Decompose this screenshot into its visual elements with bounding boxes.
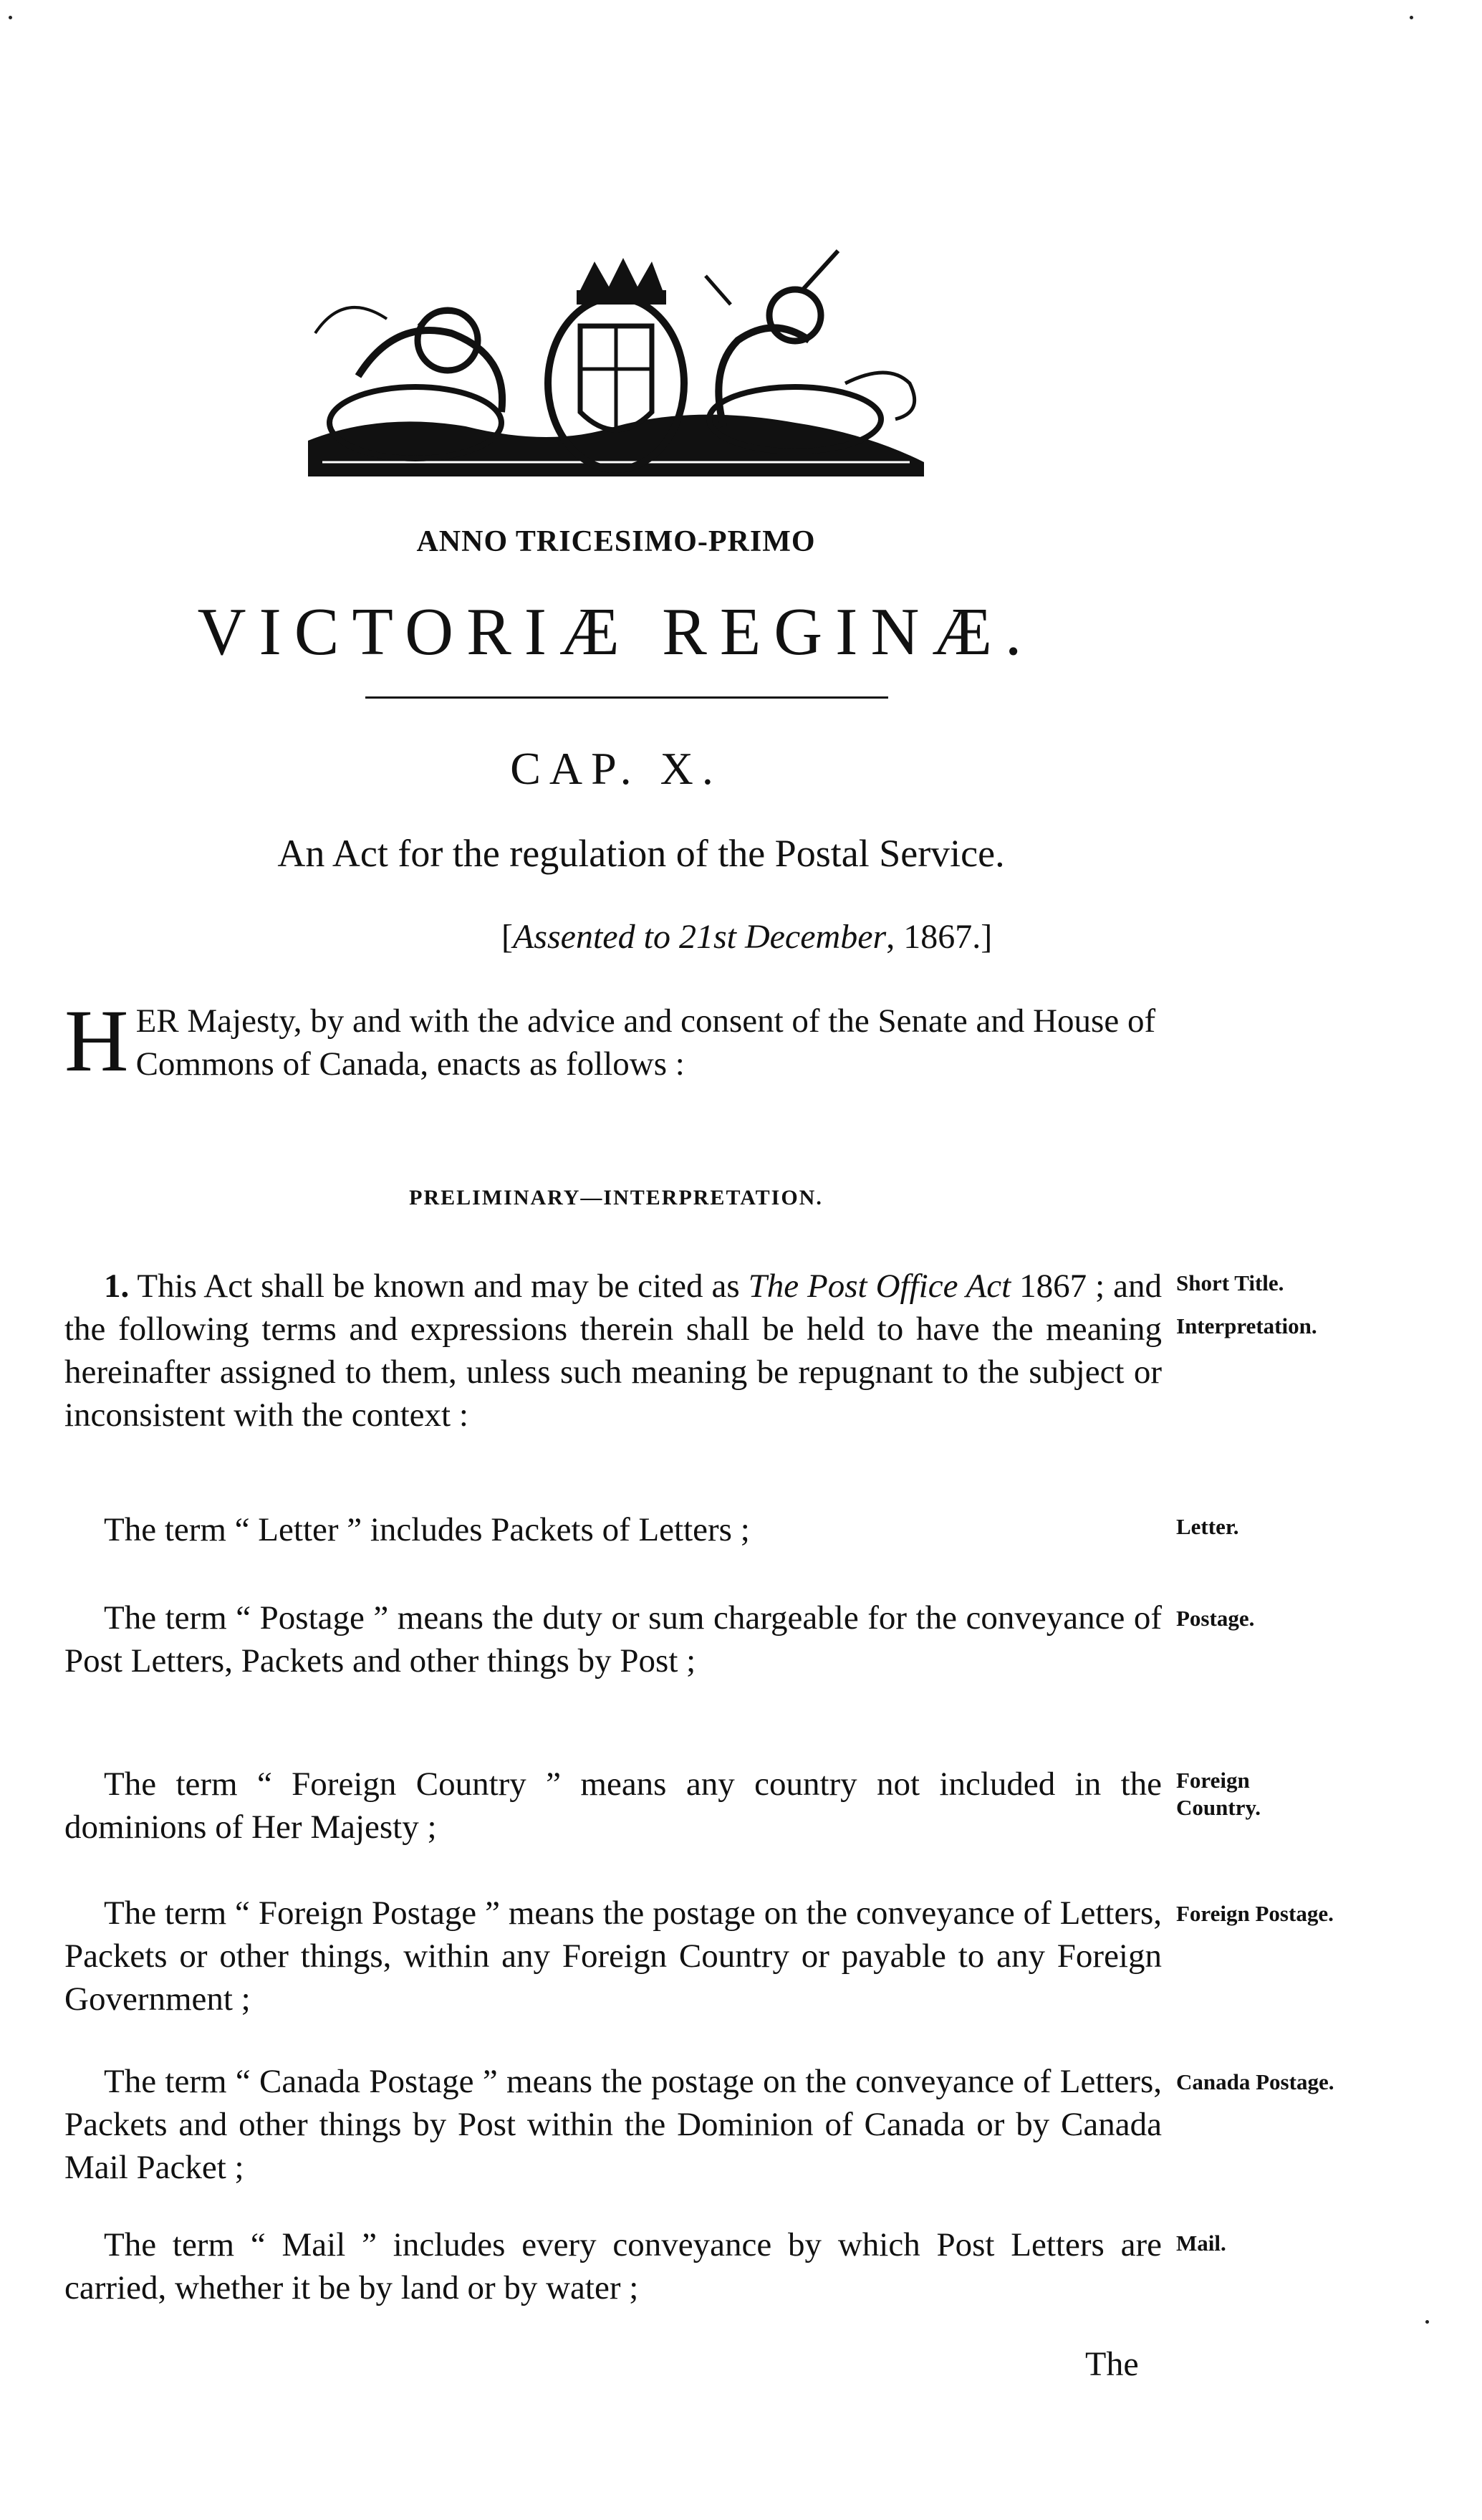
drop-cap: H [64,992,129,1090]
definition-postage [64,1596,1162,1682]
definition-text: The term “ Foreign Country ” means any country not included in the dominions of Her Majesty ; [64,1766,1162,1846]
speck [9,16,12,19]
assent-date [501,917,992,957]
speck [1425,2320,1429,2324]
assent-prefix: [ [501,918,513,956]
enacting-clause [64,992,1168,1090]
definition-canada-postage [64,2060,1162,2189]
definition-foreign-country [64,1763,1162,1849]
section-1-text-a: This Act shall be known and may be cited as [137,1268,749,1305]
title-rule [365,696,888,699]
act-short-title: The Post Office Act [748,1268,1011,1305]
assent-suffix: , 1867.] [886,918,993,956]
margin-note-foreign-country: Foreign Country. [1176,1768,1261,1820]
definition-letter [64,1508,1162,1551]
anno-line: ANNO TRICESIMO-PRIMO [416,525,816,558]
margin-note-interpretation: Interpretation. [1176,1313,1317,1338]
assent-italic: Assented to 21st December [512,918,887,956]
royal-coat-of-arms-icon [294,247,938,484]
regnal-title: VICTORIÆ REGINÆ. [197,595,1035,669]
definition-text: The term “ Foreign Postage ” means the postage on the conveyance of Letters, Packets or other things, within any Foreign Country or payable to any Foreign Government ; [64,1894,1162,2018]
definition-text: The term “ Canada Postage ” means the postage on the conveyance of Letters, Packets and other things by Post within the Dominion of Canada or by Canada Mail Packet ; [64,2063,1162,2186]
definition-foreign-postage [64,1892,1162,2021]
definition-text: The term “ Letter ” includes Packets of Letters ; [104,1511,750,1548]
margin-note-postage: Postage. [1176,1606,1255,1631]
section-1-text-b: 1867 ; and the following terms and expressions therein shall be held to have the meaning hereinafter assigned to them, unless such meaning be repugnant to the subject or inconsistent with the context : [64,1268,1163,1434]
definition-mail [64,2223,1162,2309]
margin-note-letter: Letter. [1176,1514,1239,1539]
margin-note-short-title: Short Title. [1176,1270,1284,1295]
section-number: 1. [104,1268,130,1305]
chapter-number: CAP. X. [510,743,722,794]
definition-text: The term “ Mail ” includes every conveyance by which Post Letters are carried, whether it be by land or by water ; [64,2226,1162,2306]
definition-text: The term “ Postage ” means the duty or sum chargeable for the conveyance of Post Letters, Packets and other things by Post ; [64,1599,1162,1680]
margin-note-mail: Mail. [1176,2231,1226,2256]
act-title: An Act for the regulation of the Postal Service. [277,832,1005,875]
section-1 [64,1265,1162,1437]
section-heading: PRELIMINARY—INTERPRETATION. [409,1186,823,1209]
speck [1410,16,1413,19]
enacting-text: ER Majesty, by and with the advice and consent of the Senate and House of Commons of Canada, enacts as follows : [135,1002,1156,1083]
margin-note-foreign-postage: Foreign Postage. [1176,1901,1334,1926]
catchword: The [1085,2345,1139,2383]
margin-note-canada-postage: Canada Postage. [1176,2069,1334,2094]
